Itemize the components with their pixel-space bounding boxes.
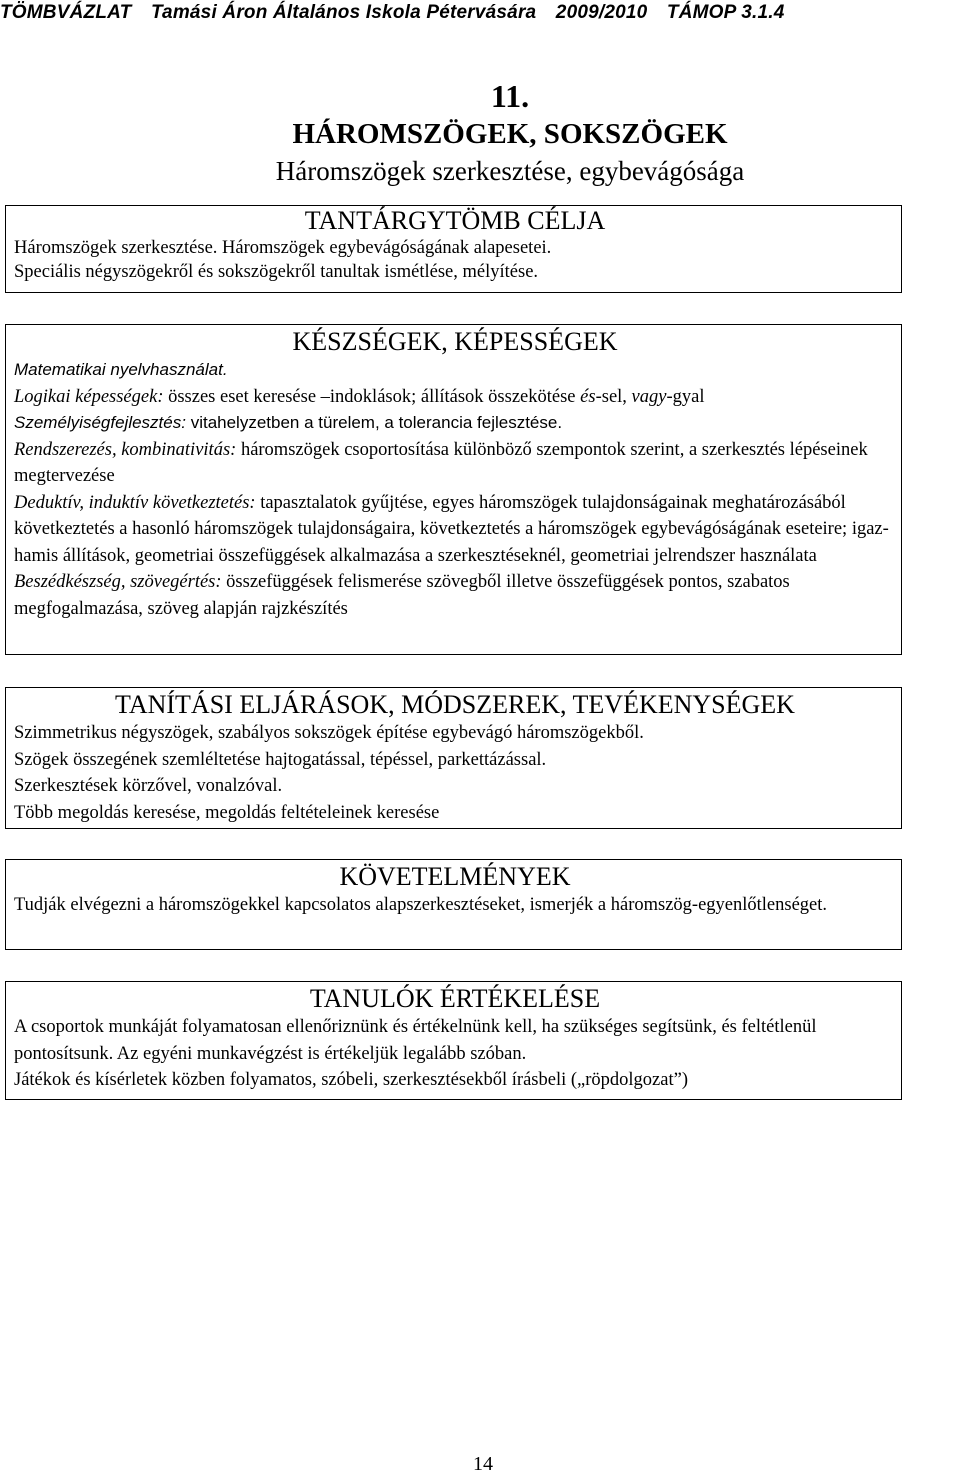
section-heading: TANÍTÁSI ELJÁRÁSOK, MÓDSZEREK, TEVÉKENYSÉGEK bbox=[115, 690, 795, 719]
section-line: Speciális négyszögekről és sokszögekről tanultak ismétlése, mélyítése. bbox=[14, 262, 539, 282]
section-modszerek bbox=[5, 687, 902, 829]
header-program: TÁMOP 3.1.4 bbox=[666, 2, 785, 23]
method-line: Több megoldás keresése, megoldás feltételeinek keresése bbox=[14, 802, 440, 823]
method-line: Szögek összegének szemléltetése hajtogatással, tépéssel, parkettázással. bbox=[14, 749, 547, 770]
method-line: Szerkesztések körzővel, vonalzóval. bbox=[14, 776, 283, 796]
section-heading: KÉSZSÉGEK, KÉPESSÉGEK bbox=[292, 327, 618, 356]
section-ertekeles bbox=[5, 981, 902, 1100]
chapter-number-row bbox=[0, 78, 960, 115]
header-title: TÖMBVÁZLAT bbox=[0, 2, 132, 23]
skill-math-language: Matematikai nyelvhasználat. bbox=[14, 360, 228, 379]
skill-text: tapasztalatok gyűjtése, egyes háromszögek tulajdonságainak meghatározásából következtetés a hasonló háromszögek tulajdonságaira, következtetés a háromszögek egybevágóságának eseteire; igaz-hamis állítások, geometriai összefüggések alkalmazása a szerkesztéseknél, geometriai jelrendszer használata bbox=[14, 492, 889, 566]
skill-systematization bbox=[14, 437, 896, 490]
page-number: 14 bbox=[473, 1453, 493, 1475]
section-heading: TANULÓK ÉRTÉKELÉSE bbox=[309, 984, 601, 1013]
evaluation-text: Játékok és kísérletek közben folyamatos, szóbeli, szerkesztésekből írásbeli („röpdolgozat”) bbox=[14, 1070, 688, 1090]
skill-text-es: és bbox=[580, 386, 596, 407]
skill-text-vagy: vagy bbox=[631, 386, 667, 407]
section-line: Háromszögek szerkesztése. Háromszögek egybevágóságának alapesetei. bbox=[14, 238, 552, 258]
skill-text: háromszögek csoportosítása különböző szempontok szerint, a szerkesztés lépéseinek megtervezése bbox=[14, 439, 868, 486]
skill-text: összes eset keresése –indoklások; állítások összekötése bbox=[163, 386, 581, 407]
skill-text: -sel, bbox=[595, 386, 632, 407]
skill-speech bbox=[14, 569, 896, 622]
method-line: Szimmetrikus négyszögek, szabályos sokszögek építése egybevágó háromszögekből. bbox=[14, 723, 644, 743]
evaluation-text: A csoportok munkáját folyamatosan ellenőriznünk és értékelnünk kell, ha szükséges segítsünk, és feltétlenül pontosítsunk. Az egyéni munkavégzést is értékeljük legalább szóban. bbox=[14, 1017, 817, 1064]
skill-text: vitahelyzetben a türelem, a tolerancia fejlesztése. bbox=[185, 413, 563, 432]
section-keszsegek bbox=[5, 324, 902, 655]
header-school: Tamási Áron Általános Iskola Pétervására bbox=[150, 2, 537, 23]
chapter-subtitle-row bbox=[0, 156, 960, 187]
skill-label: Beszédkészség, szövegértés: bbox=[14, 572, 222, 592]
skill-label: Rendszerezés, kombinativitás: bbox=[14, 439, 237, 460]
page-header bbox=[0, 2, 960, 24]
skill-label: Személyiségfejlesztés: bbox=[14, 413, 186, 432]
skill-label: Logikai képességek: bbox=[14, 386, 164, 407]
skill-text: összefüggések felismerése szövegből illetve összefüggések pontos, szabatos megfogalmazása, szöveg alapján rajzkészítés bbox=[14, 572, 790, 619]
chapter-number: 11. bbox=[490, 78, 530, 114]
section-cel bbox=[5, 205, 902, 293]
header-year: 2009/2010 bbox=[555, 2, 648, 23]
requirement-text: Tudják elvégezni a háromszögekkel kapcsolatos alapszerkesztéseket, ismerjék a háromszög-egyenlőtlenséget. bbox=[14, 895, 828, 915]
section-heading: TANTÁRGYTÖMB CÉLJA bbox=[304, 206, 606, 235]
page-number-row bbox=[0, 1453, 960, 1476]
chapter-subtitle: Háromszögek szerkesztése, egybevágósága bbox=[275, 156, 745, 186]
skill-label: Deduktív, induktív következtetés: bbox=[14, 492, 256, 513]
section-heading: KÖVETELMÉNYEK bbox=[339, 862, 571, 891]
skill-deduction bbox=[14, 490, 896, 570]
skill-logic bbox=[14, 384, 896, 411]
skill-personality bbox=[14, 410, 896, 437]
chapter-title-row bbox=[0, 118, 960, 151]
skill-text: -gyal bbox=[666, 386, 705, 407]
section-kovetelmenyek bbox=[5, 859, 902, 950]
chapter-title: HÁROMSZÖGEK, SOKSZÖGEK bbox=[292, 118, 728, 150]
